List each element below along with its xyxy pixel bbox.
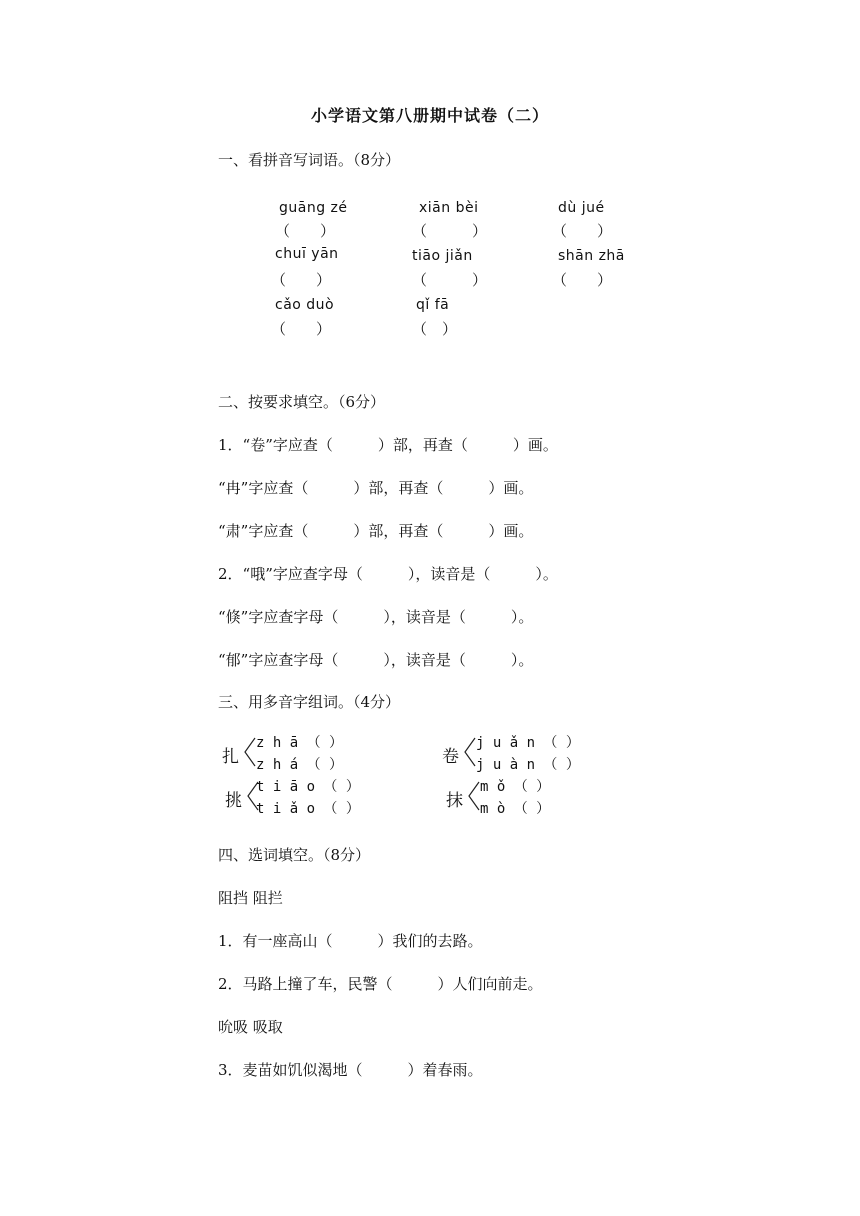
answer-blank: （ ） xyxy=(275,222,336,240)
fill-line: 1．“卷”字应查（ ）部，再查（ ）画。 xyxy=(218,436,558,454)
section3-heading: 三、用多音字组词。（4分） xyxy=(218,693,401,711)
pinyin-item: shān zhā xyxy=(558,248,625,264)
reading-row: t i ǎ o （ ） xyxy=(256,801,360,817)
fill-line: 1．有一座高山（ ）我们的去路。 xyxy=(218,932,483,950)
fill-line: 2．“哦”字应查字母（ ），读音是（ ）。 xyxy=(218,565,558,583)
section4-heading: 四、选词填空。（8分） xyxy=(218,846,371,864)
exam-title: 小学语文第八册期中试卷（二） xyxy=(310,106,549,125)
answer-blank: （ ） xyxy=(552,271,613,289)
polyphone-group xyxy=(446,774,596,818)
fill-line: 3．麦苗如饥似渴地（ ）着春雨。 xyxy=(218,1061,483,1079)
reading-row: j u à n （ ） xyxy=(476,757,580,773)
answer-blank: （ ） xyxy=(552,222,613,240)
reading-row: m ò （ ） xyxy=(480,801,551,817)
fill-line: “肃”字应查（ ）部，再查（ ）画。 xyxy=(218,522,534,540)
answer-blank: （ ） xyxy=(271,320,332,338)
section1-heading: 一、看拼音写词语。（8分） xyxy=(218,151,401,169)
pinyin-item: tiāo jiǎn xyxy=(412,248,473,264)
pinyin-item: xiān bèi xyxy=(419,200,479,216)
reading-row: z h á （ ） xyxy=(256,757,344,773)
fill-line: “倏”字应查字母（ ），读音是（ ）。 xyxy=(218,608,534,626)
section2-heading: 二、按要求填空。（6分） xyxy=(218,393,386,411)
answer-blank: （ ） xyxy=(412,271,488,289)
reading-row: t i ā o （ ） xyxy=(256,779,360,795)
fill-line: “冉”字应查（ ）部，再查（ ）画。 xyxy=(218,479,534,497)
brace-mark xyxy=(243,732,257,772)
answer-blank: （ ） xyxy=(412,222,488,240)
polyphone-char: 卷 xyxy=(442,747,459,767)
pinyin-item: cǎo duò xyxy=(275,297,335,313)
answer-blank: （ ） xyxy=(271,271,332,289)
fill-line: “郁”字应查字母（ ），读音是（ ）。 xyxy=(218,651,534,669)
polyphone-char: 扎 xyxy=(222,747,239,767)
brace-mark xyxy=(463,732,477,772)
pinyin-item: dù jué xyxy=(558,200,605,216)
word-pair: 阻挡 阻拦 xyxy=(218,889,283,907)
answer-blank: （ ） xyxy=(412,320,458,338)
reading-row: z h ā （ ） xyxy=(256,735,344,751)
polyphone-group xyxy=(222,774,392,818)
reading-row: m ǒ （ ） xyxy=(480,779,551,795)
reading-row: j u ǎ n （ ） xyxy=(476,735,580,751)
pinyin-item: qǐ fā xyxy=(416,297,450,313)
pinyin-item: guāng zé xyxy=(279,200,348,216)
polyphone-group xyxy=(222,730,382,774)
brace-mark xyxy=(467,776,481,816)
polyphone-char: 抹 xyxy=(446,791,463,811)
fill-line: 2．马路上撞了车，民警（ ）人们向前走。 xyxy=(218,975,543,993)
polyphone-char: 挑 xyxy=(225,791,242,811)
polyphone-group xyxy=(442,730,612,774)
pinyin-item: chuī yān xyxy=(275,246,339,262)
word-pair: 吮吸 吸取 xyxy=(218,1018,283,1036)
